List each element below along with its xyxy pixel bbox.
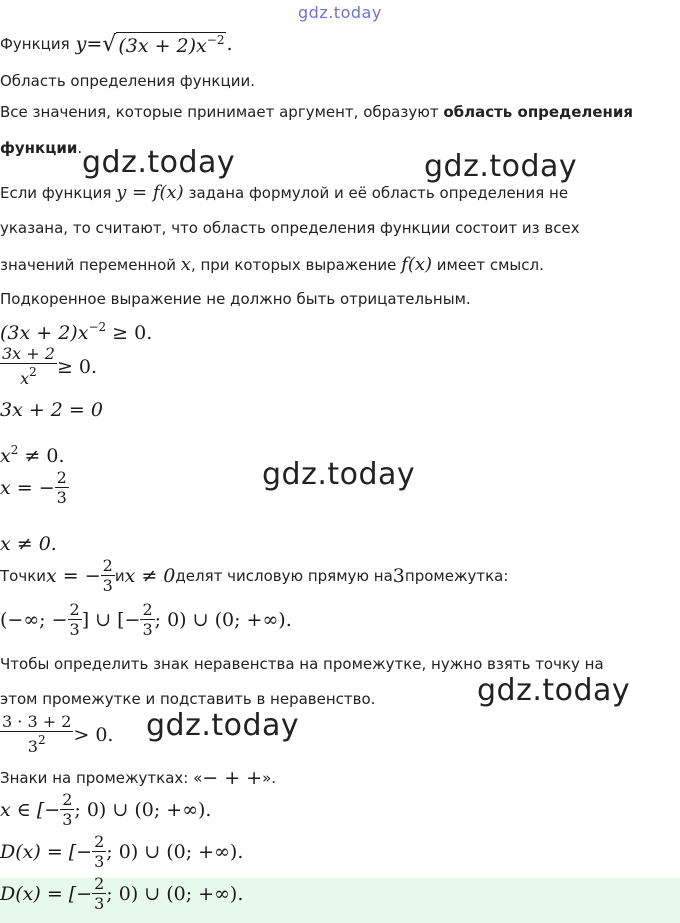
rule-line-2: указана, то считают, что область определения функции состоит из всех <box>0 219 580 237</box>
signs-line: Знаки на промежутках: « − + + ». <box>0 767 277 789</box>
watermark-4: gdz.today <box>477 673 631 708</box>
watermark-1: gdz.today <box>82 145 236 180</box>
function-end: . <box>226 33 233 55</box>
equation-1: 3x + 2 = 0 <box>0 399 103 421</box>
equation-2: $x^2 \ne 0$. <box>0 443 65 467</box>
function-y: y <box>75 33 87 55</box>
rule-line-3: значений переменной x, при которых выражение f(x) имеет смысл. <box>0 254 544 275</box>
test-inequality: $\frac{3 \cdot 3 + 2}{3^2}$ > 0. <box>2 712 114 756</box>
definition-line-2: функции. <box>0 139 83 157</box>
result-line-2: D(x) = [− $\frac{2}{3}$ ; 0) ∪ (0; +∞). <box>0 832 244 871</box>
rule-line-1: Если функция y = f(x) задана формулой и её область определения не <box>0 182 569 203</box>
sqrt-radicand: $(3x + 2)x^{-2}$ <box>118 32 225 57</box>
function-intro: Функция <box>0 35 70 53</box>
sign-rule-line-2: этом промежутке и подставить в неравенство. <box>0 690 376 708</box>
function-equals: = <box>86 33 103 55</box>
equation-4: x ≠ 0. <box>0 533 57 555</box>
function-definition <box>0 30 233 58</box>
sign-rule-line-1: Чтобы определить знак неравенства на промежутке, нужно взять точку на <box>0 655 604 673</box>
definition-line-1: Все значения, которые принимает аргумент, образуют область определения <box>0 103 634 121</box>
points-line: Точки x = − $\frac{2}{3}$ и x ≠ 0 делят числовую прямую на 3 промежутка: <box>0 556 509 595</box>
inequality-2: $\frac{3x + 2}{x^2}$ ≥ 0. <box>2 344 98 388</box>
radicand-rule: Подкоренное выражение не должно быть отрицательным. <box>0 290 471 308</box>
answer-line: D(x) = [− $\frac{2}{3}$ ; 0) ∪ (0; +∞). <box>0 874 244 913</box>
inequality-1: $(3x + 2)x^{-2} \ge 0$. <box>0 320 153 344</box>
watermark-5: gdz.today <box>146 708 300 743</box>
intervals-line: (−∞; − $\frac{2}{3}$ ] ∪ [− $\frac{2}{3}$ ; 0) ∪ (0; +∞). <box>0 600 292 639</box>
result-line-1: x ∈ [− $\frac{2}{3}$ ; 0) ∪ (0; +∞). <box>0 790 212 829</box>
definition-bold: область определения <box>443 103 634 121</box>
watermark-2: gdz.today <box>424 149 578 184</box>
watermark-top: gdz.today <box>298 3 382 22</box>
watermark-3: gdz.today <box>262 457 416 492</box>
equation-3: x = − $\frac{2}{3}$ <box>0 468 67 507</box>
sqrt-symbol: √ <box>102 31 117 57</box>
domain-heading: Область определения функции. <box>0 72 255 90</box>
